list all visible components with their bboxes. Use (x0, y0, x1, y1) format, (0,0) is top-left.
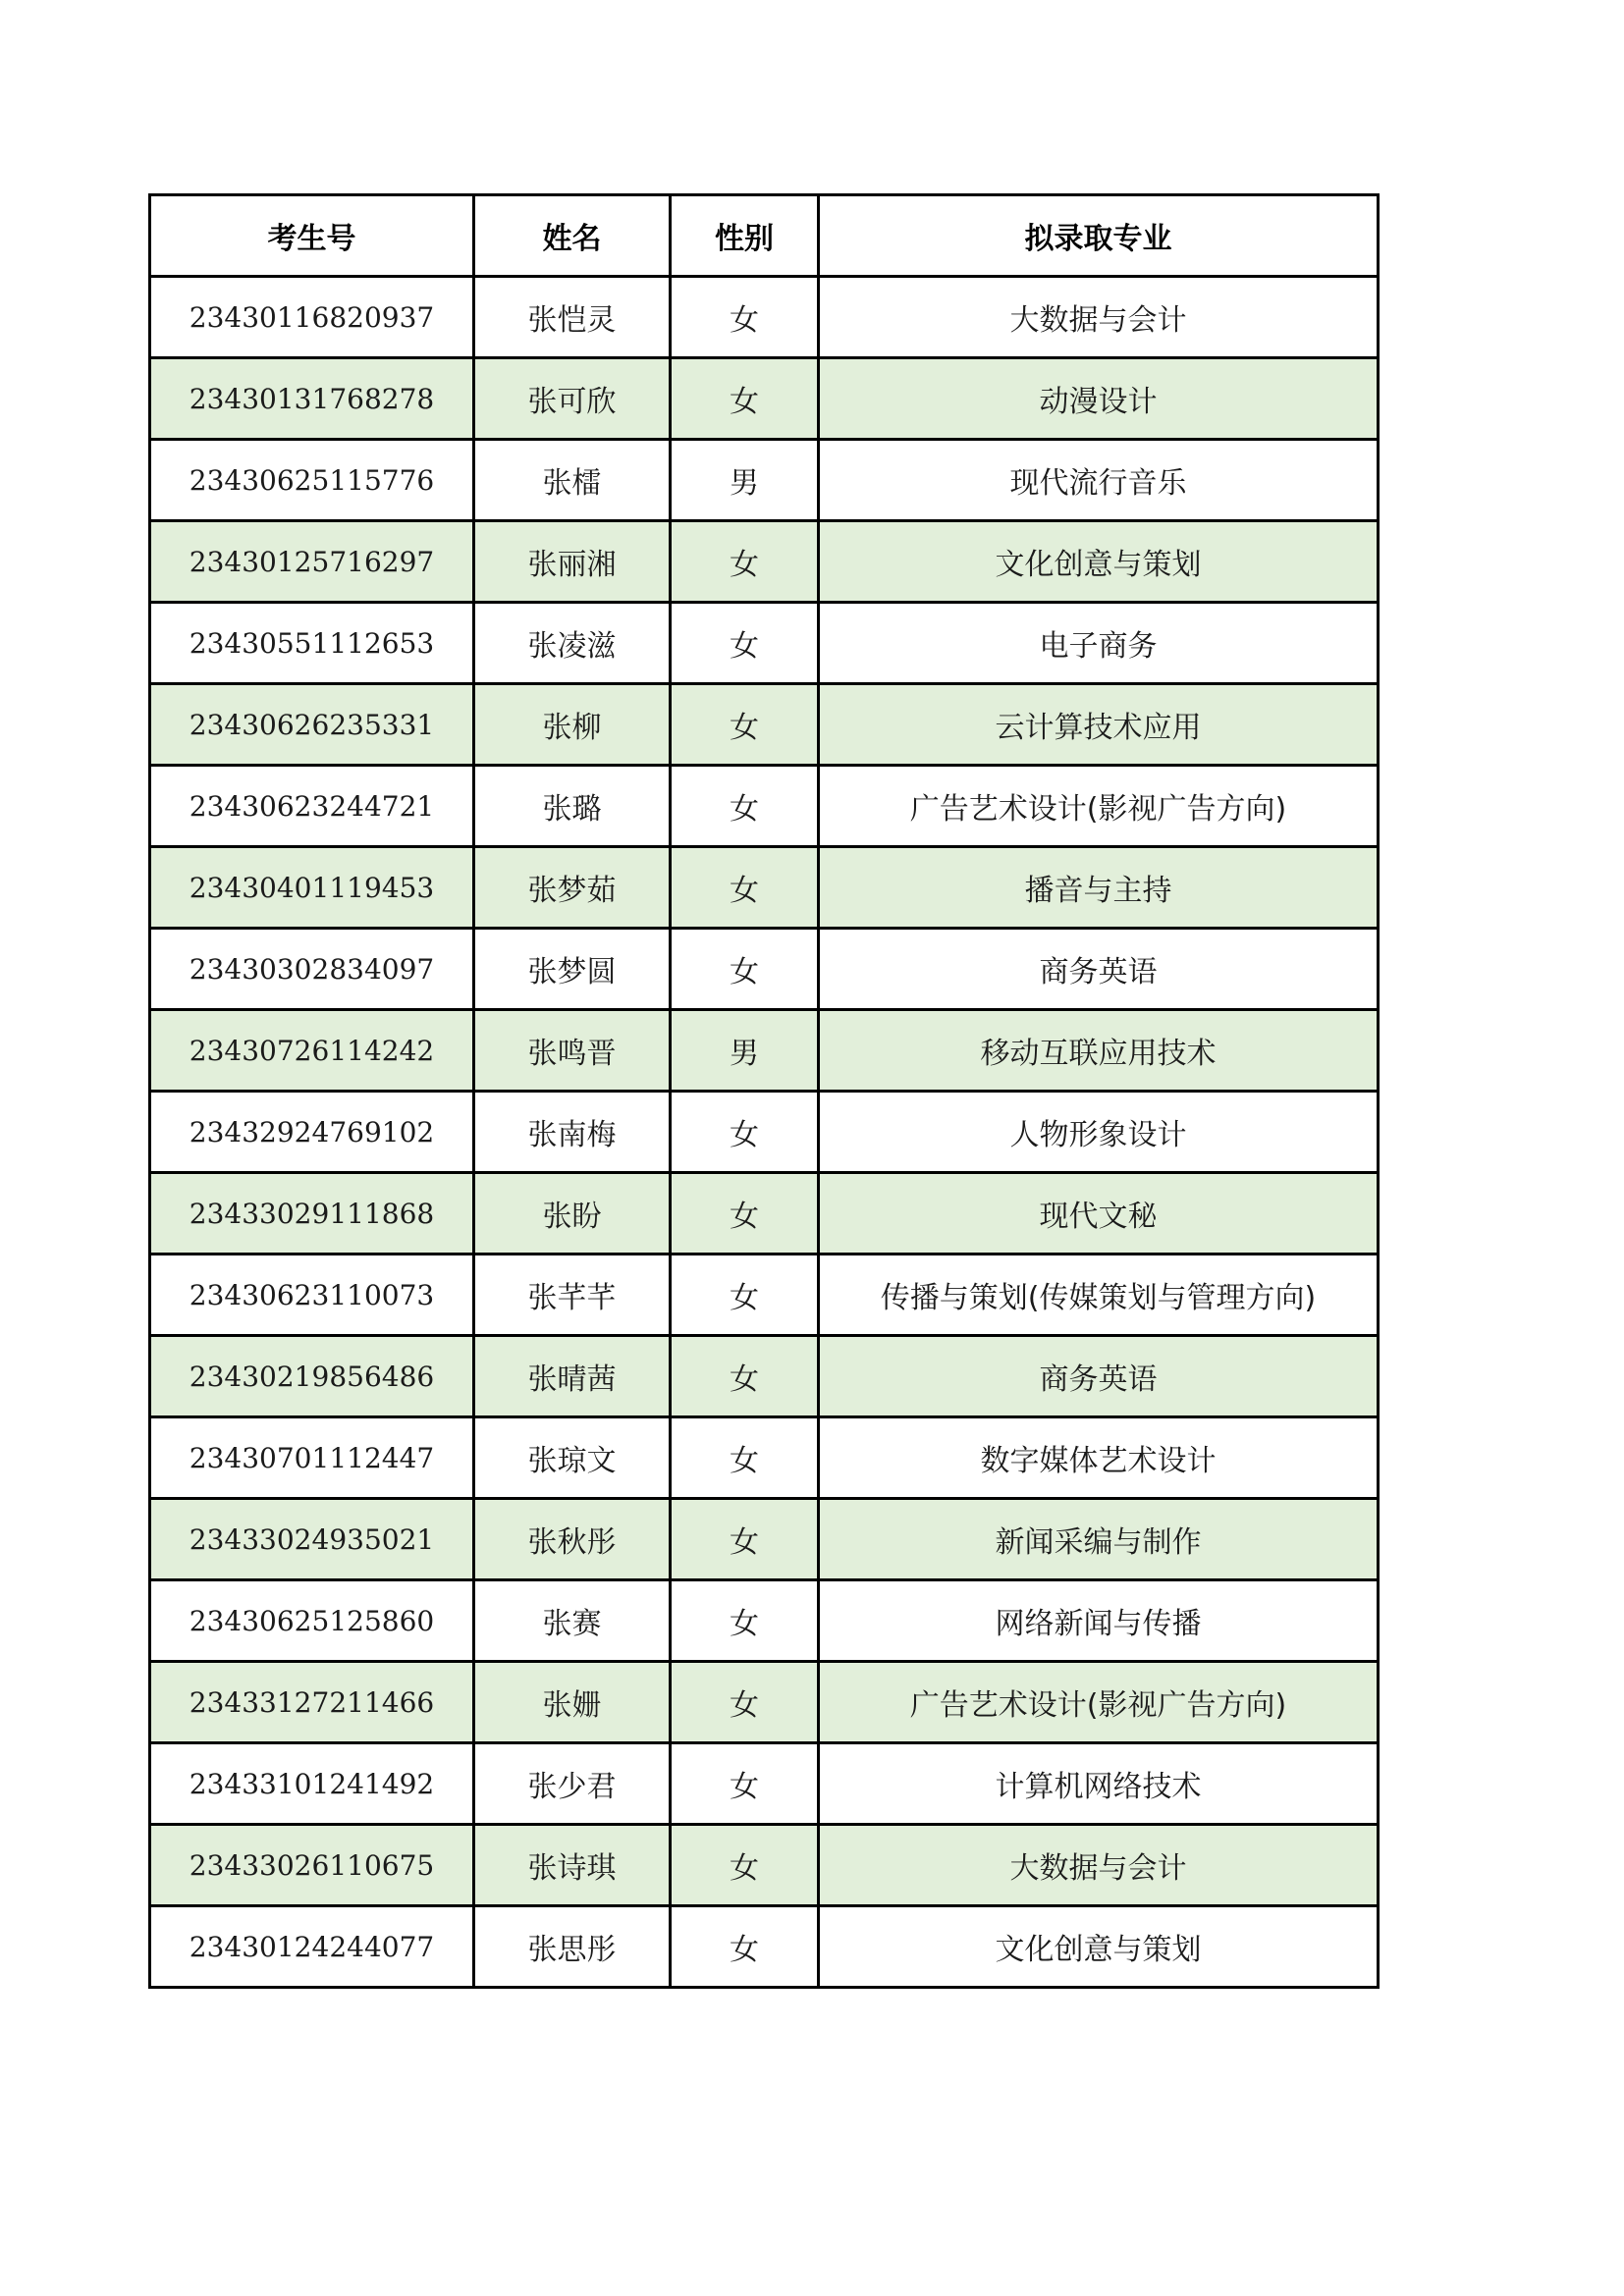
major-cell: 大数据与会计 (819, 277, 1379, 358)
major-cell: 电子商务 (819, 603, 1379, 684)
table-row (150, 1417, 1379, 1499)
student-name-cell: 张璐 (474, 766, 671, 847)
major-cell: 数字媒体艺术设计 (819, 1417, 1379, 1499)
exam-number-cell: 23430701112447 (150, 1417, 474, 1499)
major-cell: 文化创意与策划 (819, 521, 1379, 603)
student-name-cell: 张檑 (474, 440, 671, 521)
student-name-cell: 张可欣 (474, 358, 671, 440)
table-body (150, 277, 1379, 1988)
student-name-cell: 张梦茹 (474, 847, 671, 929)
table-row (150, 1580, 1379, 1662)
student-name-cell: 张恺灵 (474, 277, 671, 358)
header-name: 姓名 (474, 195, 671, 277)
student-name-cell: 张赛 (474, 1580, 671, 1662)
exam-number-cell: 23433127211466 (150, 1662, 474, 1743)
major-cell: 大数据与会计 (819, 1825, 1379, 1906)
student-name-cell: 张思彤 (474, 1906, 671, 1988)
student-name-cell: 张晴茜 (474, 1336, 671, 1417)
table-row (150, 603, 1379, 684)
gender-cell: 男 (671, 1010, 819, 1092)
table-row (150, 1092, 1379, 1173)
exam-number-cell: 23433024935021 (150, 1499, 474, 1580)
major-cell: 商务英语 (819, 1336, 1379, 1417)
student-name-cell: 张少君 (474, 1743, 671, 1825)
exam-number-cell: 23430623244721 (150, 766, 474, 847)
table-row (150, 929, 1379, 1010)
major-cell: 文化创意与策划 (819, 1906, 1379, 1988)
table-row (150, 847, 1379, 929)
table-row (150, 684, 1379, 766)
major-cell: 云计算技术应用 (819, 684, 1379, 766)
major-cell: 网络新闻与传播 (819, 1580, 1379, 1662)
exam-number-cell: 23430124244077 (150, 1906, 474, 1988)
exam-number-cell: 23430623110073 (150, 1255, 474, 1336)
table-row (150, 1010, 1379, 1092)
header-row (150, 195, 1379, 277)
admission-table (148, 193, 1380, 1989)
student-name-cell: 张姗 (474, 1662, 671, 1743)
gender-cell: 女 (671, 929, 819, 1010)
student-name-cell: 张琼文 (474, 1417, 671, 1499)
exam-number-cell: 23430625115776 (150, 440, 474, 521)
exam-number-cell: 23430726114242 (150, 1010, 474, 1092)
gender-cell: 女 (671, 1906, 819, 1988)
gender-cell: 女 (671, 1173, 819, 1255)
gender-cell: 女 (671, 847, 819, 929)
table-row (150, 1336, 1379, 1417)
student-name-cell: 张秋彤 (474, 1499, 671, 1580)
exam-number-cell: 23430219856486 (150, 1336, 474, 1417)
gender-cell: 女 (671, 684, 819, 766)
header-gender: 性别 (671, 195, 819, 277)
exam-number-cell: 23433029111868 (150, 1173, 474, 1255)
gender-cell: 女 (671, 277, 819, 358)
table-row (150, 358, 1379, 440)
major-cell: 现代流行音乐 (819, 440, 1379, 521)
gender-cell: 女 (671, 1255, 819, 1336)
exam-number-cell: 23430626235331 (150, 684, 474, 766)
gender-cell: 女 (671, 1825, 819, 1906)
student-name-cell: 张芊芊 (474, 1255, 671, 1336)
table-row (150, 521, 1379, 603)
gender-cell: 女 (671, 1336, 819, 1417)
major-cell: 广告艺术设计(影视广告方向) (819, 766, 1379, 847)
gender-cell: 女 (671, 1743, 819, 1825)
exam-number-cell: 23430116820937 (150, 277, 474, 358)
student-name-cell: 张柳 (474, 684, 671, 766)
major-cell: 传播与策划(传媒策划与管理方向) (819, 1255, 1379, 1336)
table-row (150, 1173, 1379, 1255)
exam-number-cell: 23433026110675 (150, 1825, 474, 1906)
exam-number-cell: 23433101241492 (150, 1743, 474, 1825)
table-row (150, 1825, 1379, 1906)
table-row (150, 1662, 1379, 1743)
major-cell: 现代文秘 (819, 1173, 1379, 1255)
exam-number-cell: 23432924769102 (150, 1092, 474, 1173)
gender-cell: 女 (671, 1092, 819, 1173)
major-cell: 新闻采编与制作 (819, 1499, 1379, 1580)
header-exam-number: 考生号 (150, 195, 474, 277)
gender-cell: 女 (671, 603, 819, 684)
student-name-cell: 张诗琪 (474, 1825, 671, 1906)
student-name-cell: 张凌滋 (474, 603, 671, 684)
header-major: 拟录取专业 (819, 195, 1379, 277)
student-name-cell: 张鸣晋 (474, 1010, 671, 1092)
student-name-cell: 张丽湘 (474, 521, 671, 603)
table-row (150, 277, 1379, 358)
gender-cell: 女 (671, 1580, 819, 1662)
major-cell: 移动互联应用技术 (819, 1010, 1379, 1092)
student-name-cell: 张梦圆 (474, 929, 671, 1010)
exam-number-cell: 23430302834097 (150, 929, 474, 1010)
gender-cell: 女 (671, 1417, 819, 1499)
gender-cell: 女 (671, 358, 819, 440)
major-cell: 广告艺术设计(影视广告方向) (819, 1662, 1379, 1743)
gender-cell: 女 (671, 766, 819, 847)
major-cell: 商务英语 (819, 929, 1379, 1010)
exam-number-cell: 23430131768278 (150, 358, 474, 440)
table-row (150, 766, 1379, 847)
major-cell: 计算机网络技术 (819, 1743, 1379, 1825)
student-name-cell: 张南梅 (474, 1092, 671, 1173)
major-cell: 人物形象设计 (819, 1092, 1379, 1173)
table-row (150, 440, 1379, 521)
major-cell: 播音与主持 (819, 847, 1379, 929)
gender-cell: 女 (671, 1499, 819, 1580)
exam-number-cell: 23430551112653 (150, 603, 474, 684)
exam-number-cell: 23430125716297 (150, 521, 474, 603)
exam-number-cell: 23430625125860 (150, 1580, 474, 1662)
student-name-cell: 张盼 (474, 1173, 671, 1255)
gender-cell: 女 (671, 1662, 819, 1743)
table-row (150, 1499, 1379, 1580)
table-row (150, 1255, 1379, 1336)
exam-number-cell: 23430401119453 (150, 847, 474, 929)
major-cell: 动漫设计 (819, 358, 1379, 440)
gender-cell: 男 (671, 440, 819, 521)
table-row (150, 1906, 1379, 1988)
gender-cell: 女 (671, 521, 819, 603)
table-row (150, 1743, 1379, 1825)
